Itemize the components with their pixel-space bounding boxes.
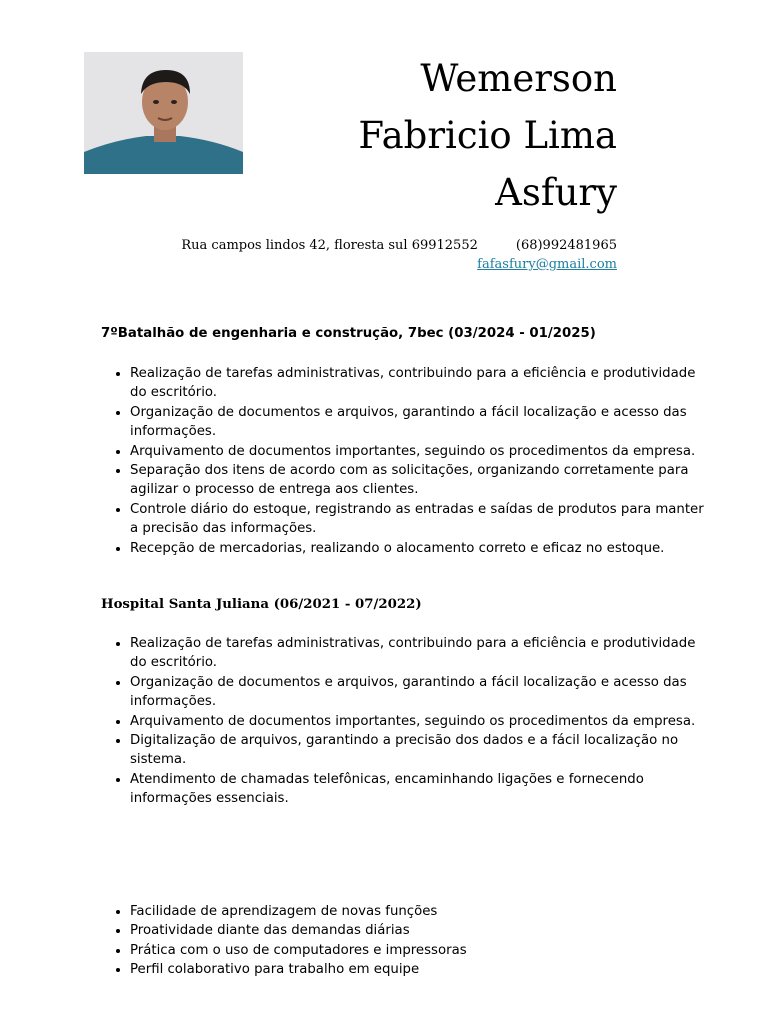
list-item: • Controle diário do estoque, registrando as entradas e saídas de produtos para manter a precisão das informações. (130, 500, 715, 539)
email-link[interactable]: fafasfury@gmail.com (477, 257, 617, 272)
list-item: • Perfil colaborativo para trabalho em equipe (130, 960, 715, 979)
name-line-middle: Fabricio Lima (358, 114, 617, 157)
list-item: • Proatividade diante das demandas diárias (130, 921, 715, 940)
list-item: • Facilidade de aprendizagem de novas funções (130, 902, 715, 921)
list-item: • Realização de tarefas administrativas, contribuindo para a eficiência e produtividade do escritório. (130, 364, 715, 403)
address: Rua campos lindos 42, floresta sul 69912552 (181, 238, 478, 253)
skills-list (100, 902, 715, 980)
candidate-name (257, 50, 617, 221)
job-duties-hospital (100, 634, 715, 809)
list-item: • Arquivamento de documentos importantes, seguindo os procedimentos da empresa. (130, 712, 715, 731)
list-item: • Recepção de mercadorias, realizando o alocamento correto e eficaz no estoque. (130, 539, 715, 558)
list-item: • Digitalização de arquivos, garantindo a precisão dos dados e a fácil localização no sistema. (130, 731, 715, 770)
phone-number: (68)992481965 (515, 238, 617, 253)
job-title-hospital: Hospital Santa Juliana (06/2021 - 07/2022) (101, 597, 422, 612)
profile-photo (84, 52, 243, 174)
list-item: • Atendimento de chamadas telefônicas, encaminhando ligações e fornecendo informações essenciais. (130, 770, 715, 809)
job-title-7bec: 7ºBatalhão de engenharia e construção, 7bec (03/2024 - 01/2025) (101, 326, 596, 341)
list-item: • Realização de tarefas administrativas, contribuindo para a eficiência e produtividade do escritório. (130, 634, 715, 673)
person-photo-icon (84, 52, 243, 174)
name-line-last: Asfury (495, 171, 617, 214)
list-item: • Separação dos itens de acordo com as solicitações, organizando corretamente para agilizar o processo de entrega aos clientes. (130, 461, 715, 500)
name-line-first: Wemerson (420, 57, 617, 100)
list-item: • Organização de documentos e arquivos, garantindo a fácil localização e acesso das informações. (130, 673, 715, 712)
job-duties-7bec (100, 364, 715, 558)
contact-info (181, 236, 617, 274)
list-item: • Prática com o uso de computadores e impressoras (130, 941, 715, 960)
list-item: • Arquivamento de documentos importantes, seguindo os procedimentos da empresa. (130, 442, 715, 461)
list-item: • Organização de documentos e arquivos, garantindo a fácil localização e acesso das informações. (130, 403, 715, 442)
